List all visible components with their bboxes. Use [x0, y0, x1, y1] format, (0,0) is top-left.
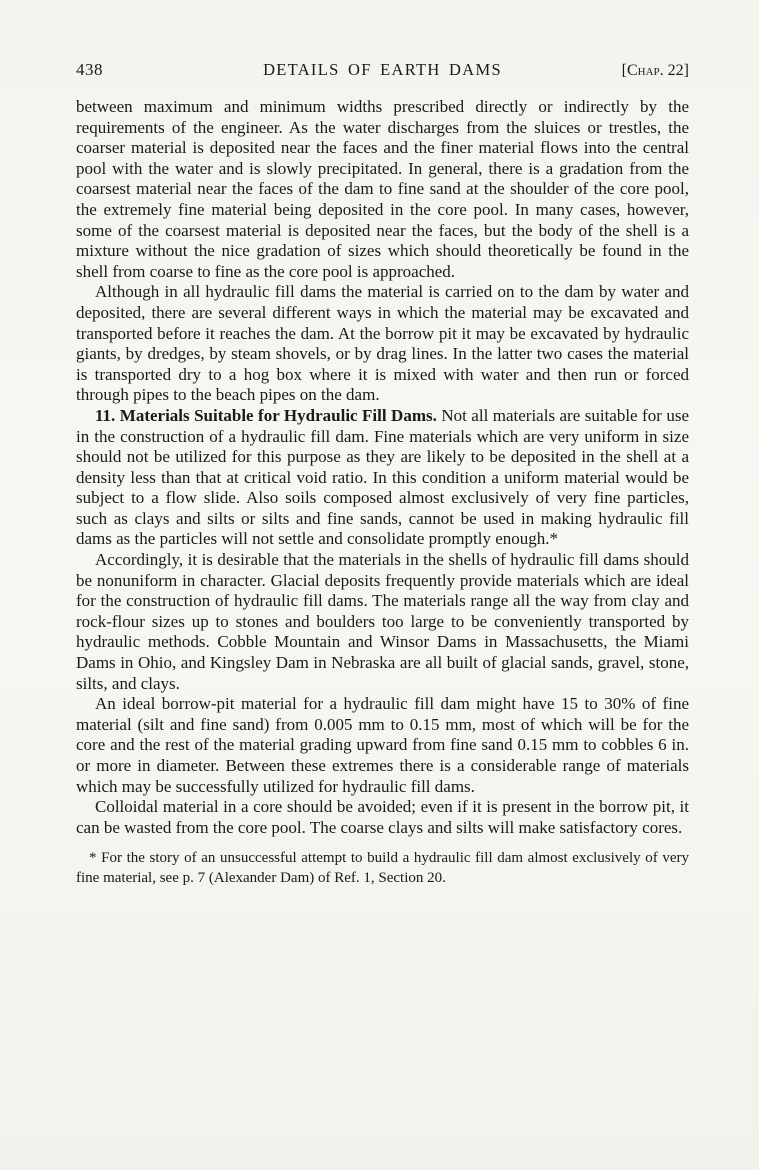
- paragraph: [76, 406, 689, 550]
- running-title: DETAILS OF EARTH DAMS: [263, 60, 502, 79]
- page-header: [76, 60, 689, 80]
- page-body: [76, 97, 689, 838]
- section-heading: 11. Materials Suitable for Hydraulic Fill Dams.: [95, 405, 437, 425]
- paragraph-text: Although in all hydraulic fill dams the material is carried on to the dam by water and deposited, there are several different ways in which the material may be excavated and transported before it reaches the dam. At the borrow pit it may be excavated by hydraulic giants, by dredges, by steam shovels, or by drag lines. In the latter two cases the material is transported dry to a hog box where it is mixed with water and then run or forced through pipes to the beach pipes on the dam.: [76, 282, 689, 405]
- footnote-text: * For the story of an unsuccessful attempt to build a hydraulic fill dam almost exclusively of very fine material, see p. 7 (Alexander Dam) of Ref. 1, Section 20.: [76, 850, 689, 886]
- chapter-reference: [Chap. 22]: [621, 62, 689, 79]
- paragraph: [76, 694, 689, 797]
- paragraph: [76, 282, 689, 406]
- page-number: 438: [76, 60, 103, 79]
- paragraph-text: Not all materials are suitable for use in the construction of a hydraulic fill dam. Fine materials which are very uniform in size should not be utilized for this purpose as they are likely to be deposited in the shell at a density less than that at critical void ratio. In this condition a uniform material would be subject to a flow slide. Also soils composed almost exclusively of very fine particles, such as clays and silts or silts and fine sands, cannot be used in making hydraulic fill dams as the particles will not settle and consolidate promptly enough.*: [76, 405, 690, 549]
- paragraph: [76, 550, 689, 694]
- paragraph-text: An ideal borrow-pit material for a hydraulic fill dam might have 15 to 30% of fine material (silt and fine sand) from 0.005 mm to 0.15 mm, most of which will be for the core and the rest of the material grading upward from fine sand 0.15 mm to cobbles 6 in. or more in diameter. Between these extremes there is a considerable range of materials which may be successfully utilized for hydraulic fill dams.: [76, 694, 689, 796]
- paragraph-text: Accordingly, it is desirable that the materials in the shells of hydraulic fill dams should be nonuniform in character. Glacial deposits frequently provide materials which are ideal for the construction of hydraulic fill dams. The materials range all the way from clay and rock-flour sizes up to stones and boulders too large to be conveniently transported by hydraulic methods. Cobble Mountain and Winsor Dams in Massachusetts, the Miami Dams in Ohio, and Kingsley Dam in Nebraska are all built of glacial sands, gravel, stone, silts, and clays.: [76, 550, 689, 693]
- paragraph: [76, 797, 689, 838]
- paragraph-text: between maximum and minimum widths prescribed directly or indirectly by the requirements of the engineer. As the water discharges from the sluices or trestles, the coarser material is deposited near the faces and the finer material flows into the central pool with the water and is slowly precipitated. In general, there is a gradation from the coarsest material near the faces of the dam to fine sand at the shoulder of the core pool, the extremely fine material being deposited in the core pool. In many cases, however, some of the coarsest material is deposited near the faces, but the body of the shell is a mixture without the nice gradation of sizes which should theoretically be found in the shell from coarse to fine as the core pool is approached.: [76, 97, 689, 281]
- footnote: [76, 849, 689, 888]
- paragraph: [76, 97, 689, 282]
- paragraph-text: Colloidal material in a core should be avoided; even if it is present in the borrow pit, it can be wasted from the core pool. The coarse clays and silts will make satisfactory cores.: [76, 797, 689, 837]
